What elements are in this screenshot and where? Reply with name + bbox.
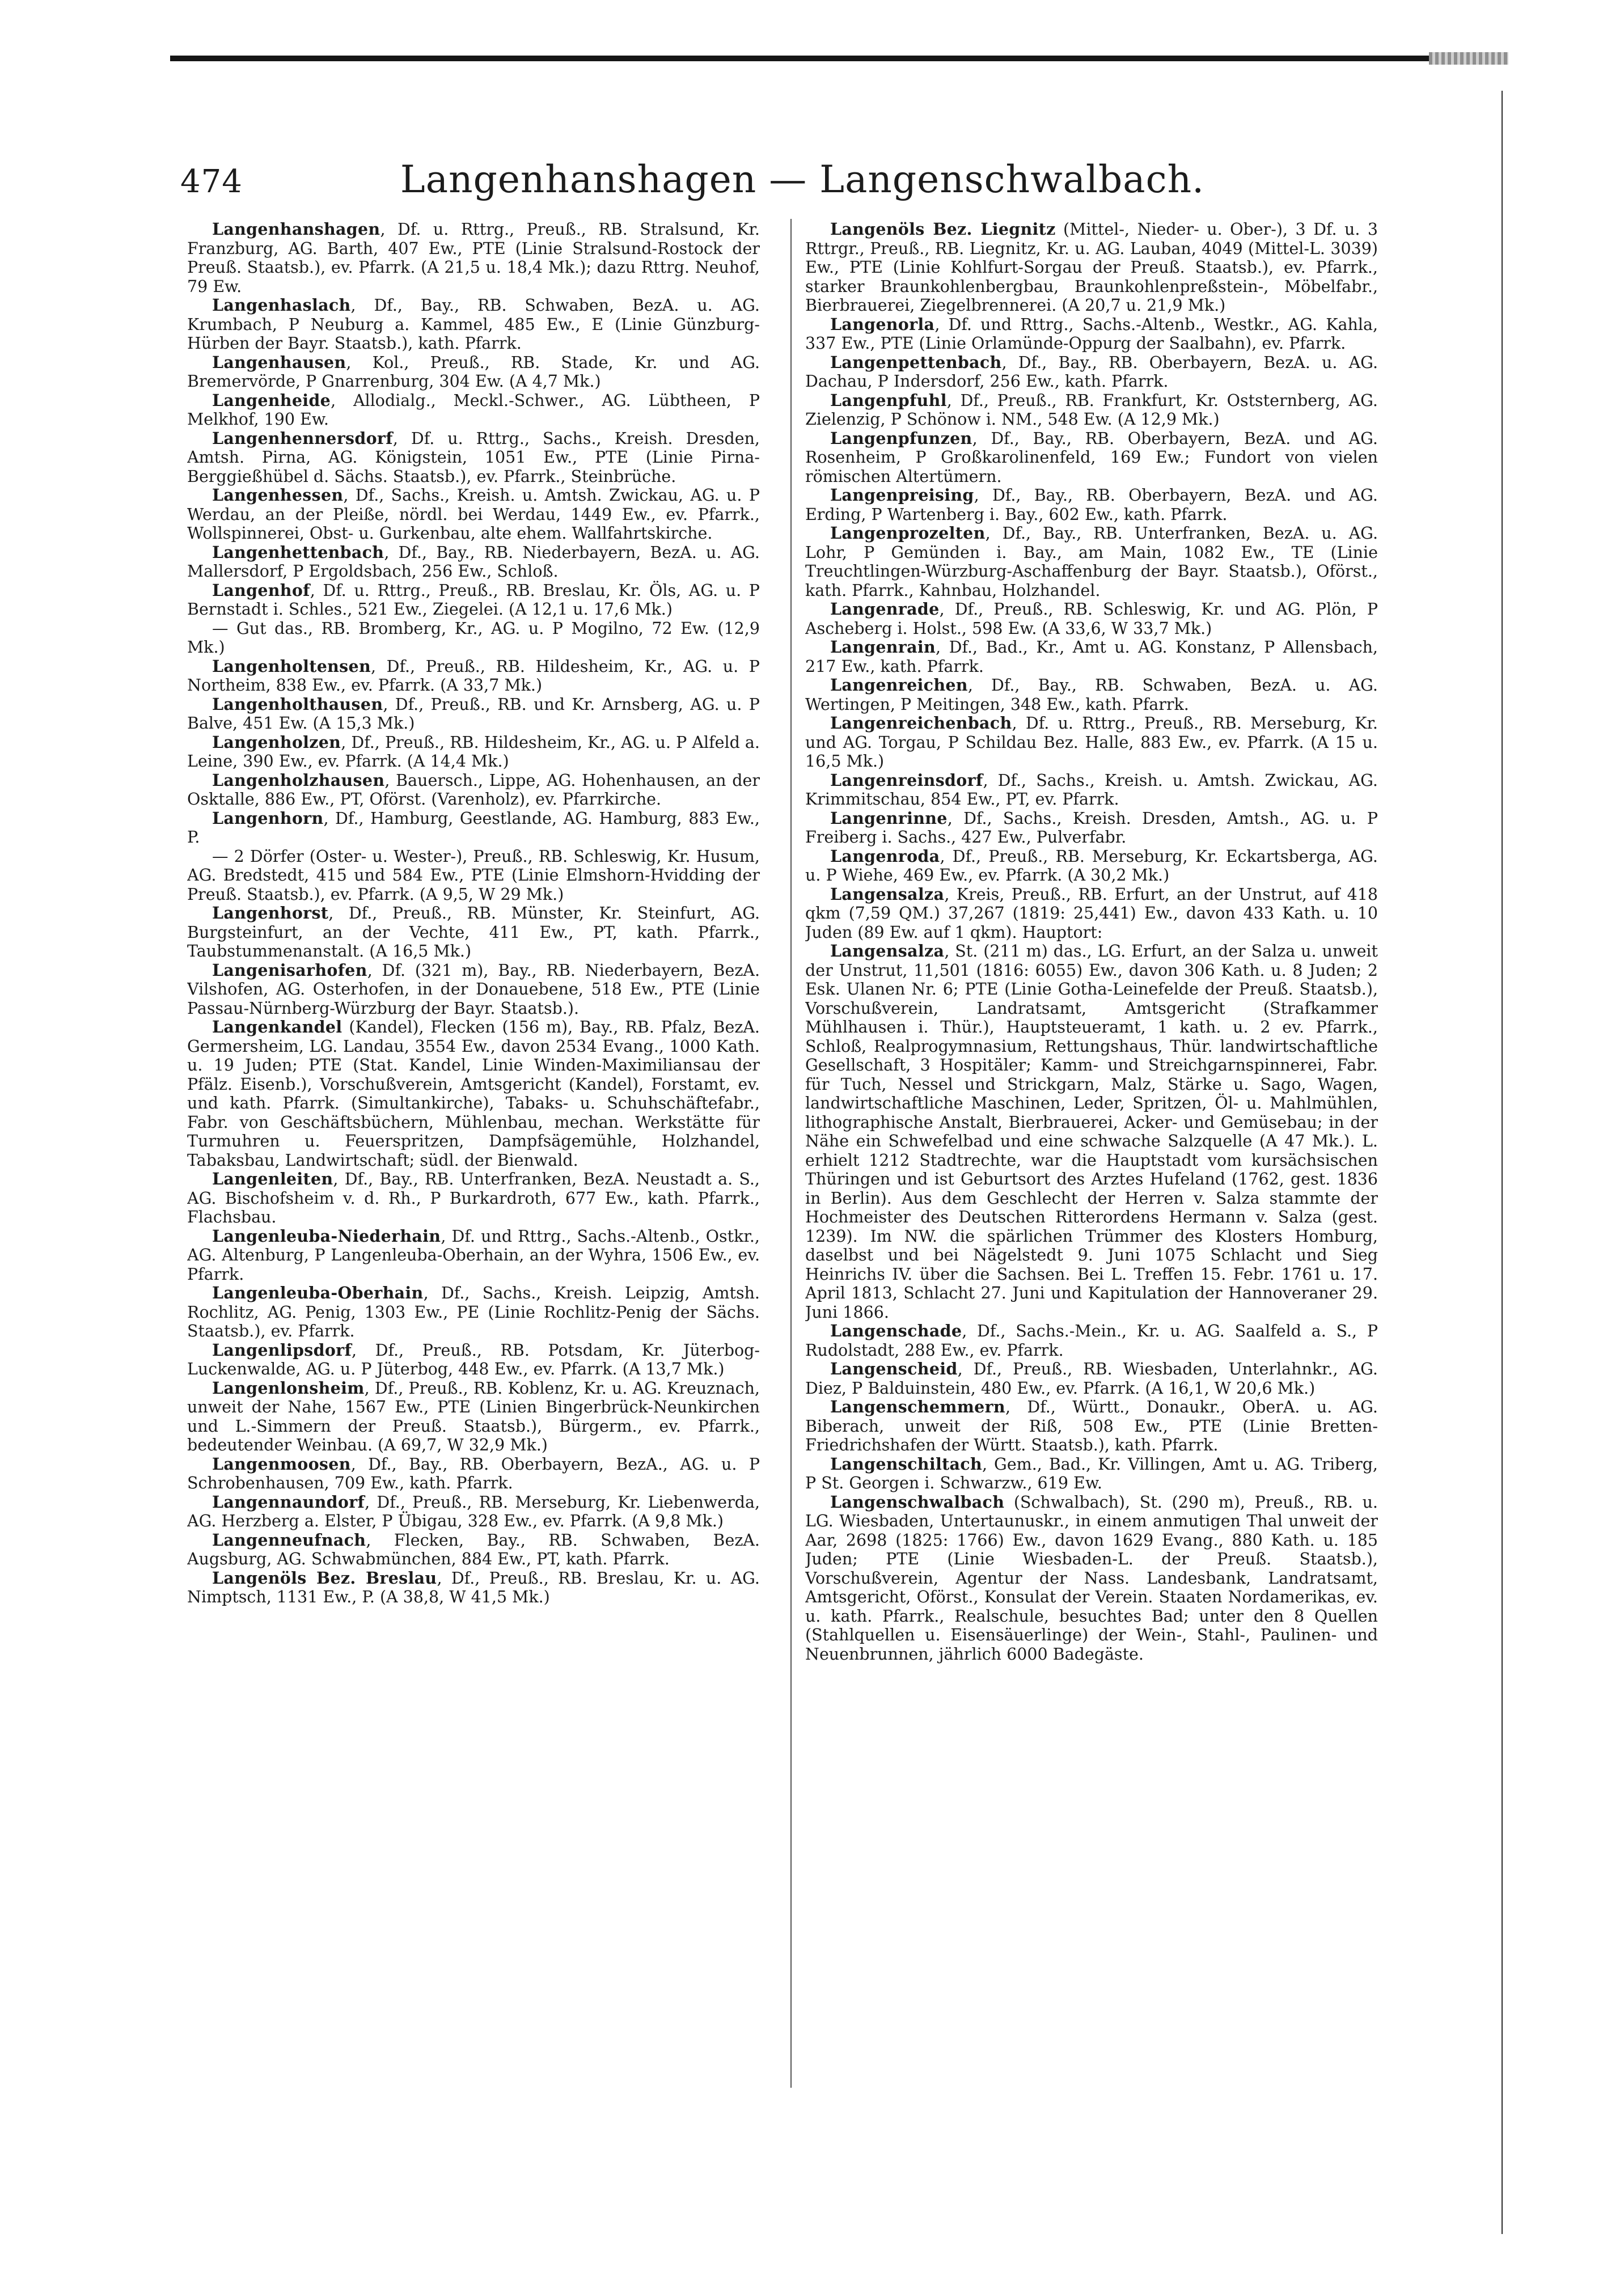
entry-headword: Langenscheid — [830, 1359, 958, 1378]
gazetteer-entry — [187, 1493, 760, 1531]
entry-headword: Langenkandel — [212, 1017, 342, 1036]
entry-headword: Langenhausen — [212, 352, 346, 372]
entry-headword: Langenheide — [212, 390, 331, 410]
gazetteer-entry — [187, 771, 760, 809]
entry-headword: Langenrade — [830, 599, 940, 619]
entry-headword: Langenpreising — [830, 485, 974, 505]
entry-headword: Langenholtensen — [212, 656, 371, 676]
top-rule — [170, 56, 1429, 61]
gazetteer-entry — [187, 1455, 760, 1493]
gazetteer-entry — [187, 961, 760, 1018]
gazetteer-entry — [805, 220, 1378, 315]
entry-headword: Langenschwalbach — [830, 1492, 1005, 1512]
entry-body: — Gut das., RB. Bromberg, Kr., AG. u. P Mogilno, 72 Ew. (12,9 Mk.) — [187, 619, 760, 657]
entry-headword: Langenlonsheim — [212, 1378, 365, 1398]
gazetteer-entry — [187, 619, 760, 657]
entry-body: , Df., Hamburg, Geestlande, AG. Hamburg, 883 Ew., P. — [187, 809, 760, 847]
entry-headword: Langenhorst — [212, 903, 329, 923]
entry-body: , Df., Preuß., RB. und Kr. Arnsberg, AG. u. P Balve, 451 Ew. (A 15,3 Mk.) — [187, 695, 760, 733]
gazetteer-entry — [805, 1455, 1378, 1493]
gazetteer-entry — [187, 733, 760, 771]
entry-body: , Df. und Rttrg., Sachs.-Altenb., Westkr., AG. Kahla, 337 Ew., PTE (Linie Orlamünde-Oppurg der Saalbahn), ev. Pfarrk. — [805, 315, 1378, 353]
gazetteer-entry — [805, 942, 1378, 1322]
gazetteer-entry — [187, 486, 760, 543]
entry-headword: Langenhettenbach — [212, 542, 384, 562]
entry-body: , Df. u. Rttrg., Preuß., RB. Stralsund, Kr. Franzburg, AG. Barth, 407 Ew., PTE (Linie Stralsund-Rostock der Preuß. Staatsb.), ev. Pfarrk. (A 21,5 u. 18,4 Mk.); dazu Rttrg. Neuhof, 79 Ew. — [187, 220, 760, 296]
entry-headword: Langenreinsdorf — [830, 770, 983, 790]
entry-body: , Df., Preuß., RB. Münster, Kr. Steinfurt, AG. Burgsteinfurt, an der Vechte, 411 Ew., PT, kath. Pfarrk., Taubstummenanstalt. (A 16,5 Mk.) — [187, 904, 760, 961]
entry-body: , Df., Bay., RB. Unterfranken, BezA. u. AG. Lohr, P Gemünden i. Bay., am Main, 1082 Ew., TE (Linie Treuchtlingen-Würzburg-Aschaffenburg der Bayr. Staatsb.), Oförst., kath. Pfarrk., Kahnbau, Holzhandel. — [805, 524, 1378, 600]
entry-headword: Langenrinne — [830, 808, 948, 828]
gazetteer-entry — [187, 657, 760, 695]
entry-body: , Df. und Rttrg., Sachs.-Altenb., Ostkr., AG. Altenburg, P Langenleuba-Oberhain, an der Wyhra, 1506 Ew., ev. Pfarrk. — [187, 1226, 760, 1284]
gazetteer-entry — [187, 1569, 760, 1607]
entry-headword: Langenroda — [830, 846, 940, 866]
entry-headword: Langenhorn — [212, 808, 324, 828]
gazetteer-entry — [805, 524, 1378, 600]
gazetteer-entry — [187, 543, 760, 581]
entry-body: , Df., Preuß., RB. Hildesheim, Kr., AG. u. P Alfeld a. Leine, 390 Ew., ev. Pfarrk. (A 14,4 Mk.) — [187, 733, 760, 771]
entry-body: , Df., Bay., RB. Niederbayern, BezA. u. AG. Mallersdorf, P Ergoldsbach, 256 Ew., Schloß. — [187, 543, 760, 581]
gazetteer-entry — [805, 353, 1378, 391]
entry-body: , Flecken, Bay., RB. Schwaben, BezA. Augsburg, AG. Schwabmünchen, 884 Ew., PT, kath. Pfarrk. — [187, 1530, 760, 1568]
entry-body: , Df., Preuß., RB. Schleswig, Kr. und AG. Plön, P Ascheberg i. Holst., 598 Ew. (A 33,6, W 33,7 Mk.) — [805, 600, 1378, 638]
gazetteer-entry — [187, 1170, 760, 1227]
entry-body: , Df., Preuß., RB. Breslau, Kr. u. AG. Nimptsch, 1131 Ew., P. (A 38,8, W 41,5 Mk.) — [187, 1568, 760, 1606]
gazetteer-entry — [805, 429, 1378, 486]
gazetteer-entry — [187, 847, 760, 904]
entry-body: , Df., Preuß., RB. Hildesheim, Kr., AG. u. P Northeim, 838 Ew., ev. Pfarrk. (A 33,7 Mk.) — [187, 657, 760, 695]
entry-headword: Langenlipsdorf — [212, 1340, 352, 1360]
entry-headword: Langenpfunzen — [830, 428, 972, 448]
gazetteer-entry — [187, 391, 760, 429]
entry-headword: Langenhessen — [212, 485, 344, 505]
gazetteer-entry — [187, 353, 760, 391]
gazetteer-entry — [187, 429, 760, 486]
entry-body: , Df., Sachs., Kreish. Leipzig, Amtsh. Rochlitz, AG. Penig, 1303 Ew., PE (Linie Rochlitz-Penig der Sächs. Staatsb.), ev. Pfarrk. — [187, 1284, 760, 1340]
entry-body: , Df., Bay., RB. Unterfranken, BezA. Neustadt a. S., AG. Bischofsheim v. d. Rh., P Burkardroth, 677 Ew., kath. Pfarrk., Flachsbau. — [187, 1170, 760, 1226]
entry-body: , Df., Sachs., Kreish. Dresden, Amtsh., AG. u. P Freiberg i. Sachs., 427 Ew., Pulverfabr. — [805, 809, 1378, 847]
entry-headword: Langenneufnach — [212, 1530, 366, 1550]
entry-body: , Df., Preuß., RB. Koblenz, Kr. u. AG. Kreuznach, unweit der Nahe, 1567 Ew., PTE (Linien Bingerbrück-Neunkirchen und L.-Simmern der Preuß. Staatsb.), Bürgerm., ev. Pfarrk., bedeutender Weinbau. (A 69,7, W 32,9 Mk.) — [187, 1378, 760, 1454]
entry-body: , Kol., Preuß., RB. Stade, Kr. und AG. Bremervörde, P Gnarrenburg, 304 Ew. (A 4,7 Mk.) — [187, 353, 760, 391]
entry-headword: Langenorla — [830, 314, 935, 334]
entry-headword: Langenschemmern — [830, 1397, 1005, 1416]
gazetteer-entry — [805, 771, 1378, 809]
entry-body: , Kreis, Preuß., RB. Erfurt, an der Unstrut, auf 418 qkm (7,59 QM.) 37,267 (1819: 25,441) Ew., davon 433 Kath. u. 10 Juden (89 Ew. auf 1 qkm). Hauptort: — [805, 885, 1378, 942]
entry-body: , Df., Preuß., RB. Merseburg, Kr. Liebenwerda, AG. Herzberg a. Elster, P Übigau, 328 Ew., ev. Pfarrk. (A 9,8 Mk.) — [187, 1492, 760, 1530]
left-column — [187, 220, 760, 2102]
right-column — [805, 220, 1378, 2102]
gazetteer-entry — [805, 885, 1378, 942]
entry-headword: Langenhanshagen — [212, 220, 380, 239]
entry-body: , St. (211 m) das., LG. Erfurt, an der Salza u. unweit der Unstrut, 11,501 (1816: 6055) Ew., davon 306 Kath. u. 8 Juden; 2 Esk. Ulanen Nr. 6; PTE (Linie Gotha-Leinefelde der Preuß. Staatsb.), Vorschußverein, Landratsamt, Amtsgericht (Strafkammer Mühlhausen i. Thür.), Hauptsteueramt, 1 kath. u. 2 ev. Pfarrk., Schloß, Realprogymnasium, Rettungshaus, Thür. landwirtschaftliche Gesellschaft, 3 Hospitäler; Kamm- und Streichgarnspinnerei, Fabr. für Tuch, Nessel und Strickgarn, Malz, Stärke u. Sago, Wagen, landwirtschaftliche Maschinen, Leder, Spritzen, Öl- u. Mahlmühlen, lithographische Anstalt, Bierbrauerei, Acker- und Gemüsebau; in der Nähe ein Schwefelbad und eine schwache Salzquelle (A 47 Mk.). L. erhielt 1212 Stadtrechte, war die Hauptstadt vom kursächsischen Thüringen und ist Geburtsort des Arztes Hufeland (1762, gest. 1836 in Berlin). Aus dem Geschlecht der Herren v. Salza stammte der Hochmeister des Deutschen Ritterordens Hermann v. Salza (gest. 1239). Im NW. die spärlichen Trümmer des Klosters Homburg, daselbst und bei Nägelstedt 9. Juni 1075 Schlacht und Sieg Heinrichs IV. über die Sachsen. Bei L. Treffen 15. Febr. 1761 u. 17. April 1813, Schlacht 27. Juni und Kapitulation der Hannoveraner 29. Juni 1866. — [805, 942, 1378, 1322]
entry-body: , Df., Bay., RB. Schwaben, BezA. u. AG. Krumbach, P Neuburg a. Kammel, 485 Ew., E (Linie Günzburg-Hürben der Bayr. Staatsb.), kath. Pfarrk. — [187, 296, 760, 353]
gazetteer-entry — [805, 391, 1378, 429]
entry-body: , Df., Preuß., RB. Merseburg, Kr. Eckartsberga, AG. u. P Wiehe, 469 Ew., ev. Pfarrk. (A 30,2 Mk.) — [805, 847, 1378, 885]
entry-body: — 2 Dörfer (Oster- u. Wester-), Preuß., RB. Schleswig, Kr. Husum, AG. Bredstedt, 415 und 584 Ew., PTE (Linie Elmshorn-Hvidding der Preuß. Staatsb.), ev. Pfarrk. (A 9,5, W 29 Mk.) — [187, 847, 760, 904]
entry-headword: Langenpettenbach — [830, 352, 1002, 372]
entry-body: , Df., Preuß., RB. Frankfurt, Kr. Oststernberg, AG. Zielenzig, P Schönow i. NM., 548 Ew. (A 12,9 Mk.) — [805, 391, 1378, 429]
entry-body: , Df., Bay., RB. Schwaben, BezA. u. AG. Wertingen, P Meitingen, 348 Ew., kath. Pfarrk. — [805, 676, 1378, 714]
gazetteer-entry — [187, 904, 760, 961]
entry-body: , Df., Sachs., Kreish. u. Amtsh. Zwickau, AG. Krimmitschau, 854 Ew., PT, ev. Pfarrk. — [805, 771, 1378, 809]
page-header: Langenhanshagen — Langenschwalbach. — [400, 158, 1205, 201]
gazetteer-entry — [187, 809, 760, 847]
entry-headword: Langenmoosen — [212, 1454, 351, 1474]
entry-headword: Langenpfuhl — [830, 390, 947, 410]
entry-headword: Langenholzen — [212, 732, 341, 752]
gazetteer-entry — [187, 1018, 760, 1170]
entry-body: , Df., Württ., Donaukr., OberA. u. AG. Biberach, unweit der Riß, 508 Ew., PTE (Linie Bretten-Friedrichshafen der Württ. Staatsb.), kath. Pfarrk. — [805, 1398, 1378, 1454]
entry-body: , Df., Sachs., Kreish. u. Amtsh. Zwickau, AG. u. P Werdau, an der Pleiße, nördl. bei Werdau, 1449 Ew., ev. Pfarrk., Wollspinnerei, Obst- u. Gurkenbau, alte ehem. Wallfahrtskirche. — [187, 486, 760, 543]
entry-body: , Df., Bay., RB. Oberbayern, BezA., AG. u. P Schrobenhausen, 709 Ew., kath. Pfarrk. — [187, 1454, 760, 1492]
entry-headword: Langenholzhausen — [212, 770, 385, 790]
entry-headword: Langenhennersdorf — [212, 428, 393, 448]
gazetteer-entry — [187, 581, 760, 619]
gazetteer-entry — [805, 1493, 1378, 1664]
scan-edge-line — [1502, 91, 1503, 2234]
entry-headword: Langenleuba-Oberhain — [212, 1283, 424, 1302]
entry-headword: Langenrain — [830, 637, 936, 657]
gazetteer-entry — [805, 714, 1378, 771]
entry-headword: Langenleiten — [212, 1169, 333, 1188]
entry-body: , Df. u. Rttrg., Preuß., RB. Merseburg, Kr. und AG. Torgau, P Schildau Bez. Halle, 883 Ew., ev. Pfarrk. (A 15 u. 16,5 Mk.) — [805, 714, 1378, 771]
entry-headword: Langenisarhofen — [212, 960, 367, 980]
gazetteer-entry — [805, 1360, 1378, 1398]
entry-headword: Langennaundorf — [212, 1492, 365, 1512]
gazetteer-entry — [805, 809, 1378, 847]
entry-headword: Langenprozelten — [830, 523, 986, 543]
column-divider — [790, 219, 792, 2088]
gazetteer-entry — [187, 296, 760, 353]
entry-headword: Langensalza — [830, 941, 945, 961]
gazetteer-entry — [187, 1227, 760, 1284]
entry-body: , Df., Preuß., RB. Potsdam, Kr. Jüterbog-Luckenwalde, AG. u. P Jüterbog, 448 Ew., ev. Pfarrk. (A 13,7 Mk.) — [187, 1340, 760, 1378]
entry-headword: Langenschiltach — [830, 1454, 982, 1474]
gazetteer-entry — [805, 1398, 1378, 1455]
entry-headword: Langenleuba-Niederhain — [212, 1226, 441, 1246]
entry-body: , Df. u. Rttrg., Preuß., RB. Breslau, Kr. Öls, AG. u. P Bernstadt i. Schles., 521 Ew., Ziegelei. (A 12,1 u. 17,6 Mk.) — [187, 581, 760, 619]
entry-body: , Df. (321 m), Bay., RB. Niederbayern, BezA. Vilshofen, AG. Osterhofen, in der Donauebene, 518 Ew., PTE (Linie Passau-Nürnberg-Würzburg der Bayr. Staatsb.). — [187, 961, 760, 1018]
entry-headword: Langenhaslach — [212, 295, 351, 315]
gazetteer-entry — [187, 220, 760, 296]
gazetteer-entry — [187, 1531, 760, 1569]
entry-body: , Df., Sachs.-Mein., Kr. u. AG. Saalfeld a. S., P Rudolstadt, 288 Ew., ev. Pfarrk. — [805, 1322, 1378, 1360]
entry-body: , Df., Preuß., RB. Wiesbaden, Unterlahnkr., AG. Diez, P Balduinstein, 480 Ew., ev. Pfarrk. (A 16,1, W 20,6 Mk.) — [805, 1360, 1378, 1398]
entry-headword: Langenreichen — [830, 675, 968, 695]
gazetteer-entry — [805, 676, 1378, 714]
entry-headword: Langensalza — [830, 884, 945, 904]
gazetteer-entry — [805, 638, 1378, 676]
entry-body: (Schwalbach), St. (290 m), Preuß., RB. u. LG. Wiesbaden, Untertaunuskr., in einem anmutigen Thal unweit der Aar, 2698 (1825: 1766) Ew., davon 1629 Evang., 880 Kath. u. 185 Juden; PTE (Linie Wiesbaden-L. der Preuß. Staatsb.), Vorschußverein, Agentur der Nass. Landesbank, Landratsamt, Amtsgericht, Oförst., Konsulat der Verein. Staaten Nordamerikas, ev. u. kath. Pfarrk., Realschule, besuchtes Bad; unter den 8 Quellen (Stahlquellen u. Eisensäuerlinge) der Wein-, Stahl-, Paulinen- und Neuenbrunnen, jährlich 6000 Badegäste. — [805, 1492, 1378, 1664]
entry-body: , Df., Bay., RB. Oberbayern, BezA. und AG. Rosenheim, P Großkarolinenfeld, 169 Ew.; Fundort von vielen römischen Altertümern. — [805, 429, 1378, 486]
entry-body: , Gem., Bad., Kr. Villingen, Amt u. AG. Triberg, P St. Georgen i. Schwarzw., 619 Ew. — [805, 1454, 1378, 1492]
entry-body: , Allodialg., Meckl.-Schwer., AG. Lübtheen, P Melkhof, 190 Ew. — [187, 391, 760, 429]
entry-body: , Df., Bad., Kr., Amt u. AG. Konstanz, P Allensbach, 217 Ew., kath. Pfarrk. — [805, 638, 1378, 676]
entry-headword: Langenhof — [212, 580, 310, 600]
gazetteer-entry — [805, 847, 1378, 885]
entry-headword: Langenschade — [830, 1321, 962, 1340]
entry-headword: Langenholthausen — [212, 694, 383, 714]
gazetteer-entry — [805, 1322, 1378, 1360]
gazetteer-entry — [187, 695, 760, 733]
page-number: 474 — [180, 163, 243, 200]
gazetteer-entry — [187, 1379, 760, 1455]
entry-body: , Df., Bay., RB. Oberbayern, BezA. u. AG. Dachau, P Indersdorf, 256 Ew., kath. Pfarrk. — [805, 353, 1378, 391]
entry-body: (Kandel), Flecken (156 m), Bay., RB. Pfalz, BezA. Germersheim, LG. Landau, 3554 Ew., davon 2534 Evang., 1000 Kath. u. 19 Juden; PTE (Stat. Kandel, Linie Winden-Maximiliansau der Pfälz. Eisenb.), Vorschußverein, Amtsgericht (Kandel), Forstamt, ev. und kath. Pfarrk. (Simultankirche), Tabaks- u. Schuhschäftefabr., Fabr. von Geschäftsbüchern, Mühlenbau, mechan. Werkstätte für Turmuhren u. Feuerspritzen, Dampfsägemühle, Holzhandel, Tabaksbau, Landwirtschaft; südl. der Bienwald. — [187, 1018, 760, 1170]
entry-headword: Langenöls Bez. Liegnitz — [830, 220, 1056, 239]
gazetteer-entry — [805, 600, 1378, 638]
gazetteer-entry — [805, 486, 1378, 524]
entry-body: , Df., Bay., RB. Oberbayern, BezA. und AG. Erding, P Wartenberg i. Bay., 602 Ew., kath. Pfarrk. — [805, 486, 1378, 524]
entry-body: , Bauersch., Lippe, AG. Hohenhausen, an der Osktalle, 886 Ew., PT, Oförst. (Varenholz), ev. Pfarrkirche. — [187, 771, 760, 809]
gazetteer-entry — [187, 1284, 760, 1341]
entry-body: (Mittel-, Nieder- u. Ober-), 3 Df. u. 3 Rttrgr., Preuß., RB. Liegnitz, Kr. u. AG. Lauban, 4049 (Mittel-L. 3039) Ew., PTE (Linie Kohlfurt-Sorgau der Preuß. Staatsb.), ev. Pfarrk., starker Braunkohlenbergbau, Braunkohlenpreßstein-, Möbelfabr., Bierbrauerei, Ziegelbrennerei. (A 20,7 u. 21,9 Mk.) — [805, 220, 1378, 315]
entry-body: , Df. u. Rttrg., Sachs., Kreish. Dresden, Amtsh. Pirna, AG. Königstein, 1051 Ew., PTE (Linie Pirna-Berggießhübel d. Sächs. Staatsb.), ev. Pfarrk., Steinbrüche. — [187, 429, 760, 486]
gazetteer-entry — [187, 1341, 760, 1379]
torn-edge-mark — [1429, 52, 1508, 65]
entry-headword: Langenöls Bez. Breslau — [212, 1568, 437, 1588]
entry-headword: Langenreichenbach — [830, 713, 1012, 733]
gazetteer-entry — [805, 315, 1378, 353]
